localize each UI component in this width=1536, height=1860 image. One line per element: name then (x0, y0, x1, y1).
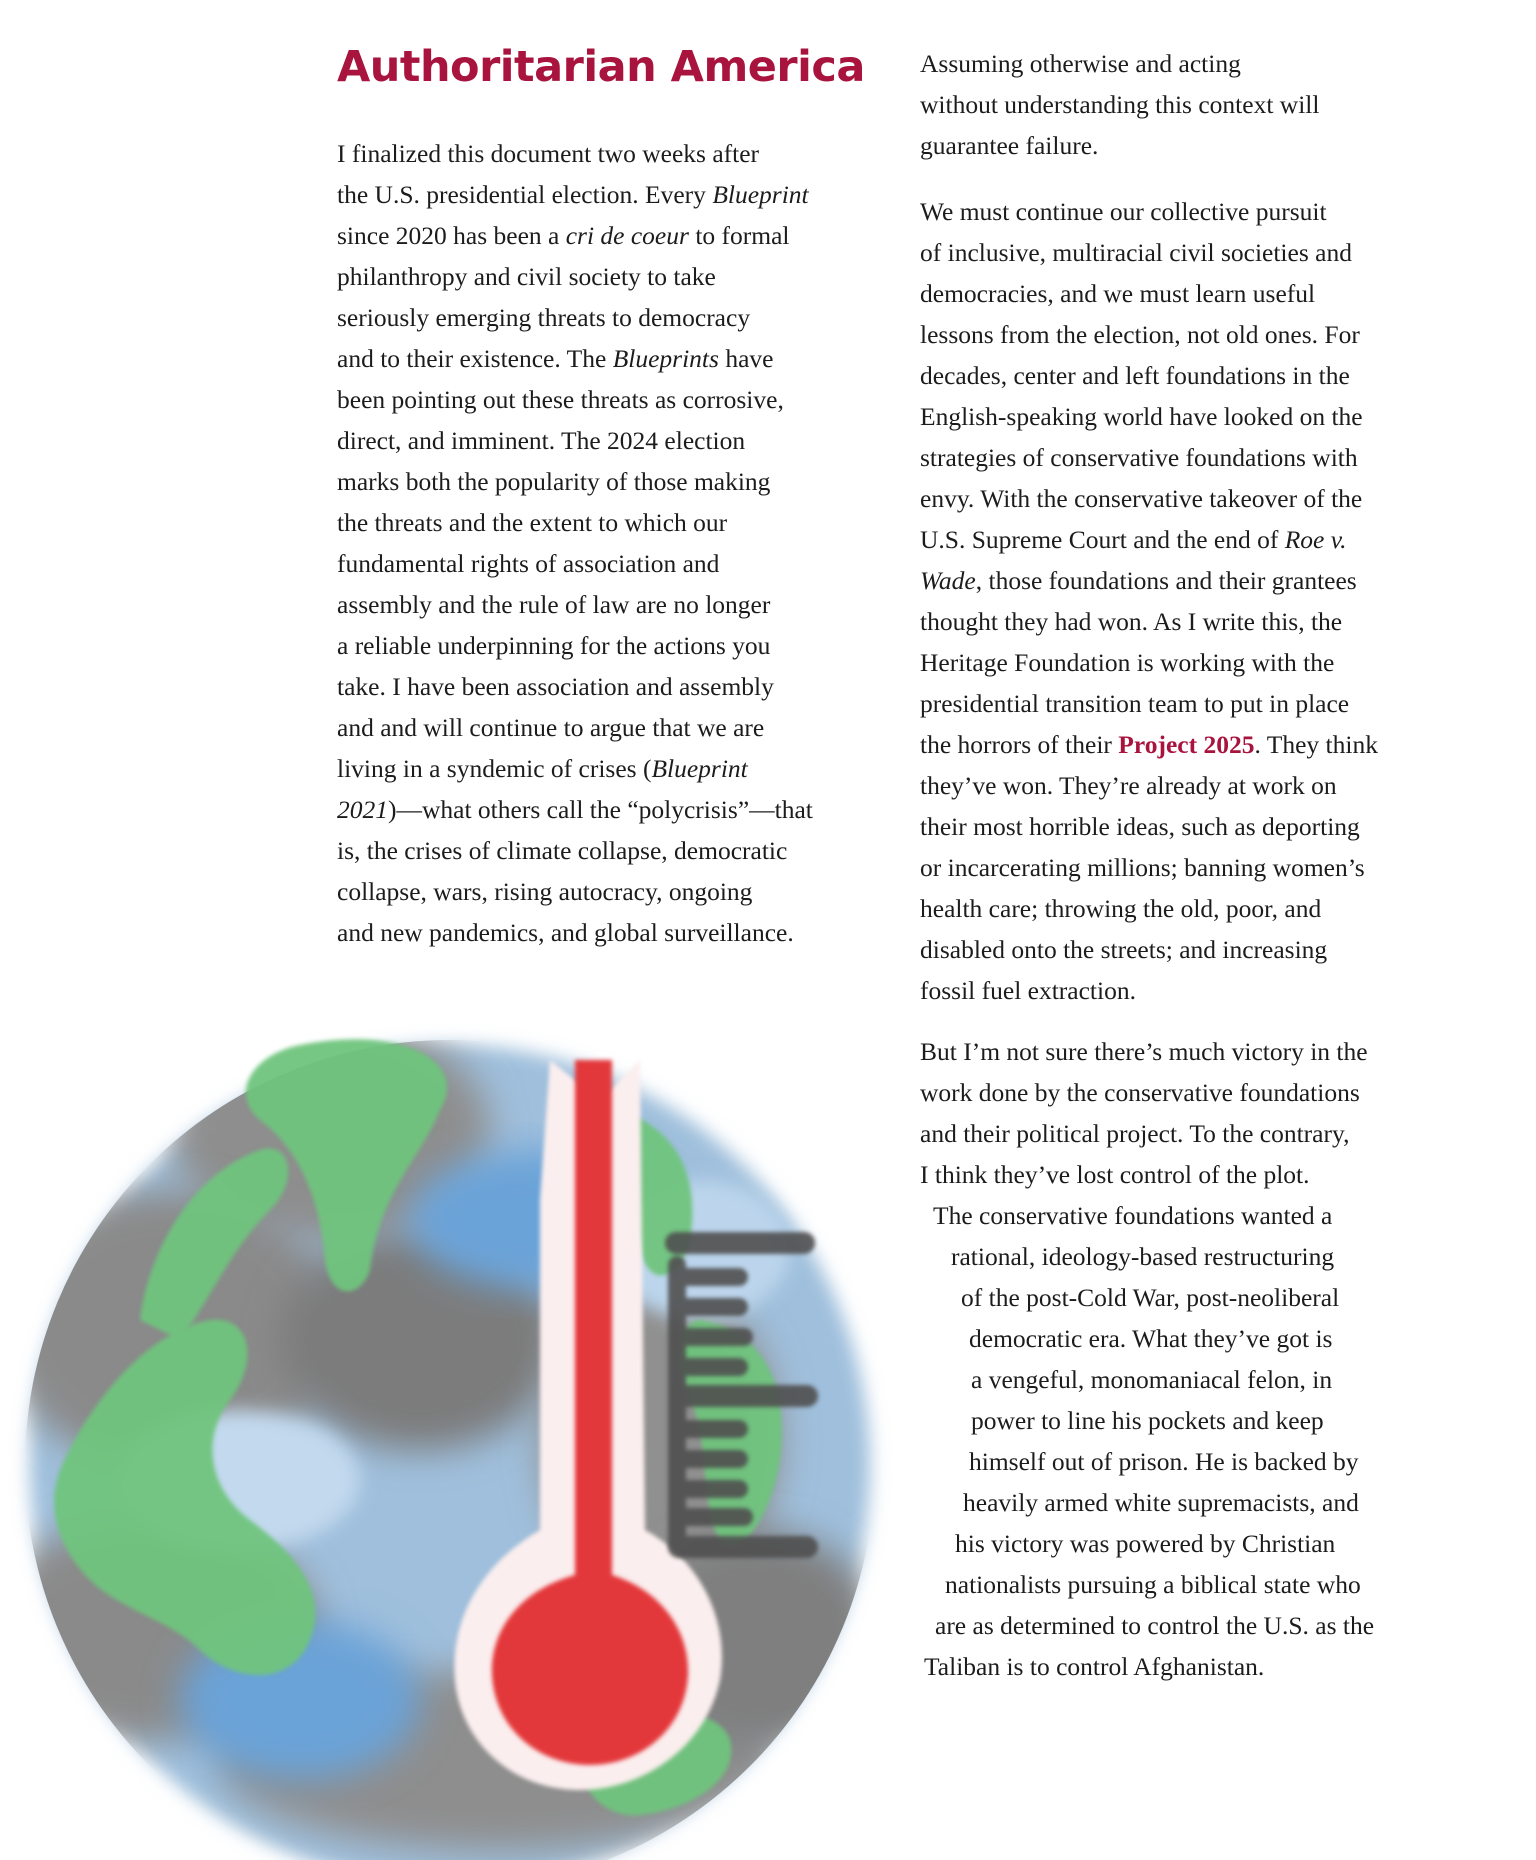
text-line: and new pandemics, and global surveillance. (337, 918, 794, 947)
text-line: of the post-Cold War, post-neoliberal (961, 1283, 1340, 1312)
text-line: I finalized this document two weeks after (337, 139, 760, 168)
text-line: I think they’ve lost control of the plot. (920, 1160, 1310, 1189)
text-line: marks both the popularity of those making (337, 467, 771, 496)
text-line: democratic era. What they’ve got is (969, 1324, 1333, 1353)
text-line: disabled onto the streets; and increasing (920, 935, 1328, 964)
text-line: fundamental rights of association and (337, 549, 720, 578)
text-line: is, the crises of climate collapse, democratic (337, 836, 788, 865)
text-line: But I’m not sure there’s much victory in the (920, 1037, 1368, 1066)
text-line: decades, center and left foundations in the (920, 361, 1350, 390)
text-line: of inclusive, multiracial civil societies and (920, 238, 1352, 267)
text-line: thought they had won. As I write this, the (920, 607, 1343, 636)
text-line: heavily armed white supremacists, and (963, 1488, 1359, 1517)
text-line: the threats and the extent to which our (337, 508, 728, 537)
text-line: are as determined to control the U.S. as the (935, 1611, 1375, 1640)
text-line: envy. With the conservative takeover of the (920, 484, 1363, 513)
text-line: a reliable underpinning for the actions you (337, 631, 771, 660)
text-line: they’ve won. They’re already at work on (920, 771, 1337, 800)
text-line: Assuming otherwise and acting (920, 49, 1241, 78)
text-line: his victory was powered by Christian (955, 1529, 1336, 1558)
intro-paragraph (337, 133, 867, 953)
text-line: presidential transition team to put in place (920, 689, 1350, 718)
text-line: the U.S. presidential election. Every Blueprint (337, 180, 809, 209)
text-line: the horrors of their Project 2025. They think (920, 730, 1378, 759)
text-line: fossil fuel extraction. (920, 976, 1136, 1005)
text-line: democracies, and we must learn useful (920, 279, 1316, 308)
text-line: and their political project. To the contrary, (920, 1119, 1350, 1148)
text-line: 2021)—what others call the “polycrisis”—that (337, 795, 813, 824)
text-line: guarantee failure. (920, 131, 1099, 160)
page-title: Authoritarian America (337, 42, 865, 92)
text-line: and and will continue to argue that we are (337, 713, 765, 742)
globe (0, 1020, 880, 1860)
text-line: and to their existence. The Blueprints have (337, 344, 774, 373)
text-line: Heritage Foundation is working with the (920, 648, 1335, 677)
text-line: The conservative foundations wanted a (933, 1201, 1333, 1230)
text-line: rational, ideology-based restructuring (951, 1242, 1335, 1271)
text-line: their most horrible ideas, such as deporting (920, 812, 1360, 841)
text-line: without understanding this context will (920, 90, 1320, 119)
globe-thermometer-icon (0, 1020, 900, 1860)
text-line: lessons from the election, not old ones. For (920, 320, 1360, 349)
text-line: Wade, those foundations and their grantees (920, 566, 1357, 595)
text-line: seriously emerging threats to democracy (337, 303, 751, 332)
body-paragraph-1 (920, 43, 1480, 166)
text-line: himself out of prison. He is backed by (969, 1447, 1359, 1476)
text-line: assembly and the rule of law are no longer (337, 590, 771, 619)
body-paragraph-2 (920, 191, 1480, 1011)
text-line: take. I have been association and assembly (337, 672, 774, 701)
text-line: philanthropy and civil society to take (337, 262, 716, 291)
text-line: a vengeful, monomaniacal felon, in (971, 1365, 1333, 1394)
text-line: power to line his pockets and keep (971, 1406, 1324, 1435)
text-line: strategies of conservative foundations with (920, 443, 1358, 472)
project-2025-link[interactable]: Project 2025 (1118, 730, 1255, 759)
text-line: Taliban is to control Afghanistan. (924, 1652, 1265, 1681)
text-line: We must continue our collective pursuit (920, 197, 1327, 226)
text-line: been pointing out these threats as corrosive, (337, 385, 784, 414)
text-line: work done by the conservative foundations (920, 1078, 1360, 1107)
text-line: health care; throwing the old, poor, and (920, 894, 1322, 923)
text-line: collapse, wars, rising autocracy, ongoing (337, 877, 753, 906)
text-line: direct, and imminent. The 2024 election (337, 426, 746, 455)
text-line: since 2020 has been a cri de coeur to formal (337, 221, 790, 250)
body-paragraph-3 (920, 1031, 1480, 1687)
text-line: English-speaking world have looked on the (920, 402, 1363, 431)
text-line: U.S. Supreme Court and the end of Roe v. (920, 525, 1347, 554)
text-line: living in a syndemic of crises (Blueprint (337, 754, 748, 783)
text-line: nationalists pursuing a biblical state who (945, 1570, 1361, 1599)
text-line: or incarcerating millions; banning women’s (920, 853, 1365, 882)
